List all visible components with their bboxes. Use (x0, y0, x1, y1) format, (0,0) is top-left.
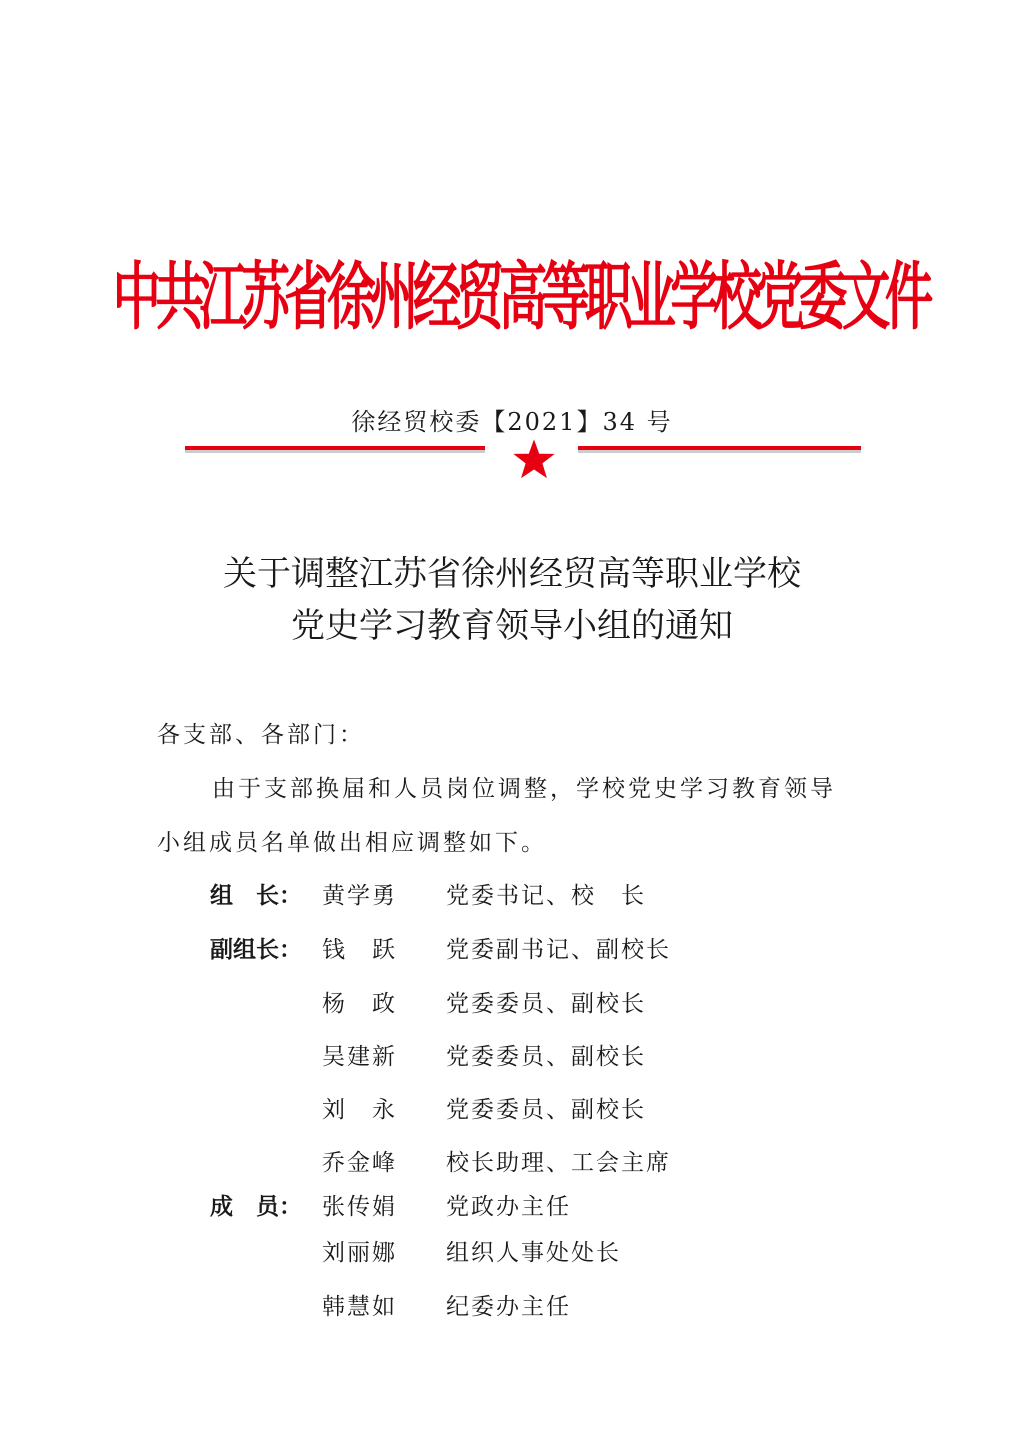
header-divider-left (185, 446, 485, 450)
member-name: 黄学勇 (322, 883, 397, 909)
document-number: 徐经贸校委【2021】34 号 (351, 408, 673, 436)
header-divider-right (578, 446, 861, 450)
member-role: 组 长： (210, 883, 302, 909)
member-title: 党政办主任 (446, 1194, 571, 1220)
member-name: 乔金峰 (322, 1150, 397, 1176)
member-title: 党委委员、副校长 (446, 1044, 646, 1070)
salutation: 各支部、各部门： (157, 722, 365, 748)
member-title: 党委副书记、副校长 (446, 937, 671, 963)
member-role: 成 员： (210, 1194, 302, 1220)
member-title: 校长助理、工会主席 (446, 1150, 671, 1176)
red-star-icon (512, 438, 556, 482)
member-title: 党委委员、副校长 (446, 991, 646, 1017)
notice-title-line1: 关于调整江苏省徐州经贸高等职业学校 (223, 554, 801, 594)
member-name: 张传娟 (322, 1194, 397, 1220)
member-role: 副组长： (210, 937, 302, 963)
member-title: 党委委员、副校长 (446, 1097, 646, 1123)
member-name: 钱 跃 (322, 937, 397, 963)
paragraph-line1: 由于支部换届和人员岗位调整，学校党史学习教育领导 (212, 776, 836, 802)
paragraph-line2: 小组成员名单做出相应调整如下。 (157, 830, 547, 856)
document-header-title: 中共江苏省徐州经贸高等职业学校党委文件 (112, 253, 928, 340)
member-title: 组织人事处处长 (446, 1240, 621, 1266)
member-title: 党委书记、校 长 (446, 883, 646, 909)
member-name: 杨 政 (322, 991, 397, 1017)
member-name: 刘 永 (322, 1097, 397, 1123)
notice-title-line2: 党史学习教育领导小组的通知 (291, 606, 733, 646)
member-title: 纪委办主任 (446, 1294, 571, 1320)
member-name: 刘丽娜 (322, 1240, 397, 1266)
member-name: 吴建新 (322, 1044, 397, 1070)
member-name: 韩慧如 (322, 1294, 397, 1320)
notice-title (0, 548, 1024, 652)
